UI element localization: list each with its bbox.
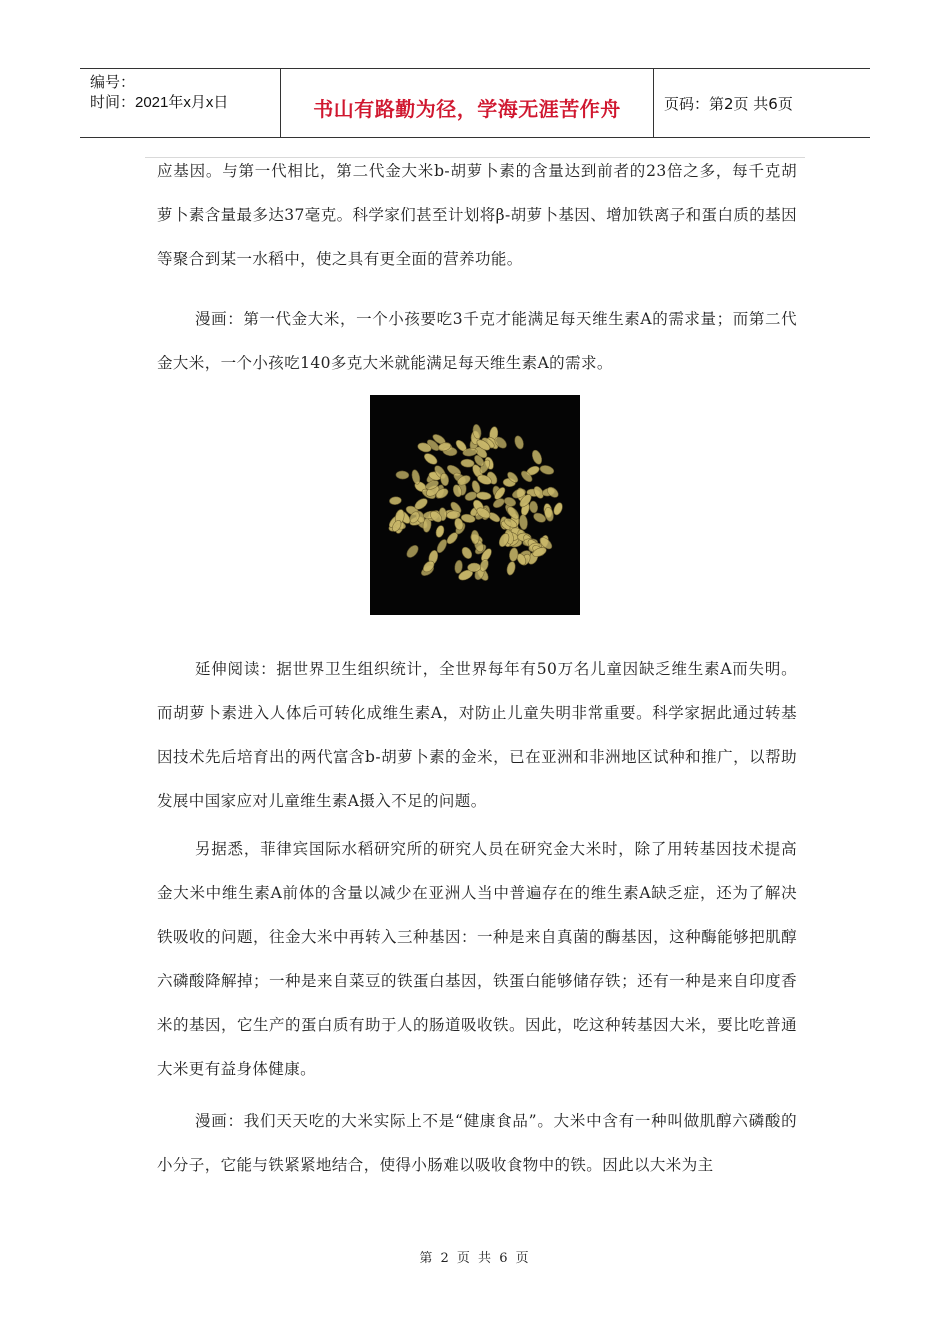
document-time-label: 时间：2021年x月x日 (90, 94, 229, 111)
rice-grain (476, 491, 491, 500)
rice-grain (539, 464, 555, 476)
document-header (80, 68, 870, 138)
page-footer: 第 2 页 共 6 页 (419, 1251, 531, 1266)
paragraph-golden-rice-gen2: 应基因。与第一代相比，第二代金大米b-胡萝卜素的含量达到前者的23倍之多，每千克胡萝卜素含量最多达37毫克。科学家们甚至计划将β-胡萝卜基因、增加铁离子和蛋白质的基因等聚合到某一水稻中，使之具有更全面的营养功能。 (157, 162, 797, 268)
rice-grain (552, 501, 564, 516)
rice-grain (396, 471, 409, 480)
rice-grain (545, 485, 560, 499)
rice-grain (454, 560, 463, 574)
rice-grain (460, 545, 474, 560)
header-motto: 书山有路勤为径，学海无涯苦作舟 (313, 97, 621, 121)
header-page-info: 页码：第2页 共6页 (664, 95, 793, 113)
rice-grain (460, 459, 474, 468)
rice-grain (471, 530, 480, 545)
rice-grain (389, 496, 402, 505)
paragraph-cartoon-healthy-food: 漫画：我们天天吃的大米实际上不是“健康食品”。大米中含有一种叫做肌醇六磷酸的小分子，它能与铁紧紧地结合，使得小肠难以吸收食物中的铁。因此以大米为主 (157, 1112, 797, 1174)
header-motto-cell (281, 69, 654, 137)
rice-grain (422, 451, 439, 466)
header-meta-cell (80, 69, 281, 137)
document-number-label: 编号： (90, 74, 136, 91)
header-page-cell (654, 69, 870, 137)
paragraph-irri-research: 另据悉，菲律宾国际水稻研究所的研究人员在研究金大米时，除了用转基因技术提高金大米中维生素A前体的含量以减少在亚洲人当中普遍存在的维生素A缺乏症，还为了解决铁吸收的问题，往金大米中再转入三种基因：一种是来自真菌的酶基因，这种酶能够把肌醇六磷酸降解掉；一种是来自菜豆的铁蛋白基因，铁蛋白能够储存铁；还有一种是来自印度香米的基因，它生产的蛋白质有助于人的肠道吸收铁。因此，吃这种转基因大米，要比吃普通大米更有益身体健康。 (157, 840, 797, 1078)
rice-grain (513, 435, 525, 450)
rice-grain (529, 501, 539, 514)
rice-grain (405, 543, 421, 559)
rice-grain (467, 563, 480, 572)
rice-grain (519, 514, 529, 530)
golden-rice-photo (370, 395, 580, 615)
rice-grain (435, 525, 446, 539)
rice-grain (530, 449, 543, 466)
paragraph-cartoon-vitamin-a: 漫画：第一代金大米，一个小孩要吃3千克才能满足每天维生素A的需求量；而第二代金大米，一个小孩吃140多克大米就能满足每天维生素A的需求。 (157, 310, 797, 372)
paragraph-extended-reading: 延伸阅读：据世界卫生组织统计，全世界每年有50万名儿童因缺乏维生素A而失明。而胡萝卜素进入人体后可转化成维生素A，对防止儿童失明非常重要。科学家据此通过转基因技术先后培育出的两代富含b-胡萝卜素的金米，已在亚洲和非洲地区试种和推广，以帮助发展中国家应对儿童维生素A摄入不足的问题。 (157, 660, 797, 810)
rice-grains-image (370, 395, 580, 615)
rice-grain (506, 561, 517, 576)
